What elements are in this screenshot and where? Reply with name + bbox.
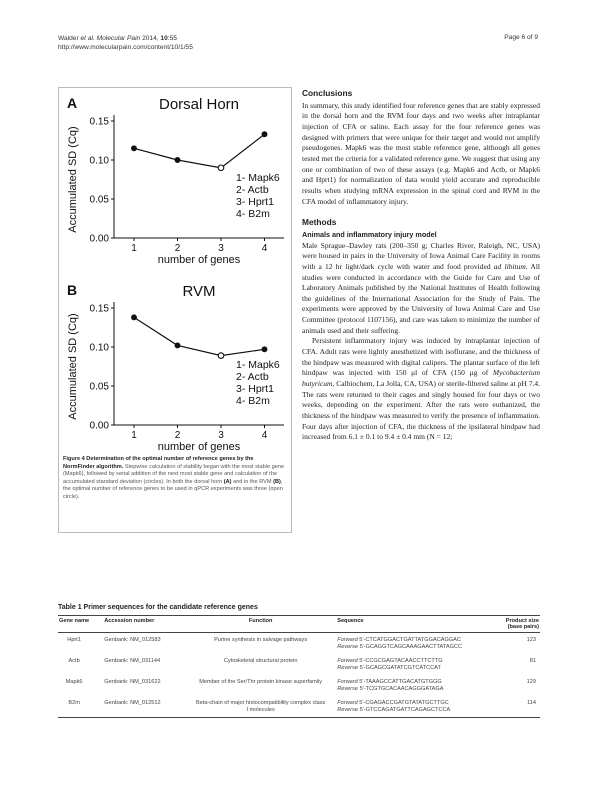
data-point-open [218,353,224,359]
x-tick-label: 3 [218,243,224,254]
series-line [134,134,265,168]
x-tick-label: 3 [218,430,224,441]
y-tick-label: 0.00 [89,420,109,432]
cell-function: Member of the Ser/Thr protein kinase superfamily [199,679,323,685]
data-point [262,132,267,137]
x-tick-label: 1 [131,430,137,441]
table-row [58,696,540,718]
cell-sequence: Forward 5'-CCGCGAGTACAACCTTCTTG Reverse 5'-GCAGCGATATCGTCATCCAT [337,658,443,671]
y-tick-label: 0.05 [89,381,109,393]
col-function: Function [194,616,327,633]
conclusions-heading: Conclusions [302,88,353,98]
legend-entry: 2- Actb [236,184,269,196]
conclusions-paragraph: In summary, this study identified four reference genes that are stably expressed in the dorsal horn and the RVM four days and two weeks after intraplantar injection of CFA or saline. Each assay for the four reference genes was designed with primers that were unique for their target and would not amplify pseudogenes. Mapk6 was the most stable reference gene, although all genes tested met the criteria for a validated reference gene. We suggest that using any one or combination of two of these assays (e.g. Mapk6 and Actb, or Mapk6 and Hprt1) for normalization of data would yield accurate and reproducible results when studying mRNA expression in the spinal cord and RVM in the CFA model of inflammatory injury. [302,100,540,206]
legend-entry: 2- Actb [236,371,269,383]
legend-entry: 4- B2m [236,208,270,220]
chart-title: Dorsal Horn [158,96,240,113]
legend-entry: 4- B2m [236,395,270,407]
cell-size: 114 [490,696,540,718]
cell-sequence: Forward 5'-CTCATGGACTGATTATGGACAGGAC Reverse 5'-GCAGGTCAGCAAAGAACTTATAGCC [337,637,463,650]
cell-size: 123 [526,637,536,643]
article-url[interactable]: http://www.molecularpain.com/content/10/1/55 [58,44,193,51]
x-axis-label: number of genes [157,441,241,453]
x-axis-label: number of genes [157,254,241,266]
table-row [58,633,540,655]
y-tick-label: 0.05 [89,194,109,206]
legend-entry: 3- Hprt1 [236,383,274,395]
animals-paragraph-2: Persistent inflammatory injury was induced by intraplantar injection of CFA. Adult rats were lightly anesthetized with isoflurane, and the thickness of the hindpaw was measured with digital calipers. The plantar surface of the left hindpaw was injected with 150 μl of CFA (150 μg of Mycobacterium butyricum, Calbiochem, La Jolla, CA, USA) or sterile-filtered saline at pH 7.4. The rats were returned to their cages and singly housed for four days or two weeks, depending on the experiment. After the rats were euthanized, the thickness of the hindpaw was measured to verify the presence of inflammation. Four days after injection of CFA, the thickness of the ipsilateral hindpaw had increased from 6.1 ± 0.1 to 9.4 ± 0.4 mm (N = 12; [302,336,540,442]
primer-table [58,604,540,718]
cell-function: Purine synthesis in salvage pathways [214,637,308,643]
methods-heading: Methods [302,217,337,228]
citation: Walder et al. Molecular Pain 2014, 10:55 [58,35,177,42]
cell-gene: Mapk6 [65,679,83,685]
cell-gene: Hprt1 [67,637,81,643]
data-point [132,146,137,151]
y-axis-label: Accumulated SD (Cq) [67,313,79,420]
y-tick-label: 0.15 [89,303,109,315]
table-row [58,675,540,696]
data-point [262,347,267,352]
table-row [58,654,540,675]
cell-function: Beta-chain of major histocompatibility complex class I molecules [194,696,327,718]
cell-gene: Actb [68,658,80,664]
legend-entry: 1- Mapk6 [236,359,280,371]
data-point [175,343,180,348]
x-tick-label: 2 [174,243,181,254]
panel-label: B [67,282,78,298]
cell-accession: Genbank: NM_012583 [104,637,161,643]
legend-entry: 3- Hprt1 [236,196,274,208]
y-axis-label: Accumulated SD (Cq) [67,126,79,233]
x-tick-label: 4 [261,243,268,254]
y-tick-label: 0.00 [89,233,109,245]
y-tick-label: 0.10 [89,155,109,167]
cell-size: 81 [529,658,536,664]
data-point-open [218,165,224,171]
x-tick-label: 2 [174,430,181,441]
col-gene: Gene name [58,616,90,633]
x-tick-label: 1 [131,243,137,254]
x-tick-label: 4 [261,430,268,441]
cell-function: Cytoskeletal structural protein [223,658,298,664]
figure-4-plots [59,88,291,458]
figure-caption: Figure 4 Determination of the optimal number of reference genes by the NormFinder algorithm. Stepwise calculation of stability began with the most stable gene (Mapk6), followed by serial addition of the next most stable gene and calculation of the accumulated standard deviation (circles). In both the dorsal horn (A) and in the RVM (B), the optimal number of reference genes to be used in qPCR experiments was three (open circle). [63,456,285,500]
animals-subheading: Animals and inflammatory injury model [302,229,437,239]
cell-sequence: Forward 5'-TAAAGCCATTGACATGTGGG Reverse 5'-TCGTGCACAACAGGGATAGA [337,679,444,692]
animals-paragraph-1: Male Sprague–Dawley rats (200–350 g; Charles River, Raleigh, NC, USA) were housed in pairs in the University of Iowa Animal Care Facility in rooms with a 12 hr light/dark cycle with water and food provided ad libitum. All studies were conducted in accordance with the Guide for Care and Use of Laboratory Animals published by the National Institutes of Health following the guidelines of the International Association for the Study of Pain. The experiments were approved by the University of Iowa Animal Care and Use Committee (protocol 1107156), and care was taken to minimize the number of animals used and their suffering. [302,240,540,335]
running-header [58,34,193,52]
cell-accession: Genbank: NM_031144 [104,658,161,664]
col-accession: Accession number [90,616,194,633]
page-number: Page 6 of 9 [504,34,538,41]
cell-accession: Genbank: NM_012512 [90,696,194,718]
y-tick-label: 0.15 [89,116,109,128]
table-title: Table 1 Primer sequences for the candidate reference genes [58,604,258,611]
data-point [132,315,137,320]
cell-gene: B2m [58,696,90,718]
chart-title: RVM [182,283,216,300]
cell-accession: Genbank: NM_031622 [104,679,161,685]
data-point [175,158,180,163]
text-column [302,88,540,443]
cell-size: 129 [526,679,536,685]
cell-sequence: Forward 5'-CGAGACCGATGTATATGCTTGC Reverse 5'-GTCCAGATGATTCAGAGCTCCA [327,696,489,718]
col-size: Product size (base pairs) [490,616,540,633]
y-tick-label: 0.10 [89,342,109,354]
series-line [134,317,265,355]
col-sequence: Sequence [327,616,489,633]
legend-entry: 1- Mapk6 [236,172,280,184]
panel-label: A [67,95,78,111]
